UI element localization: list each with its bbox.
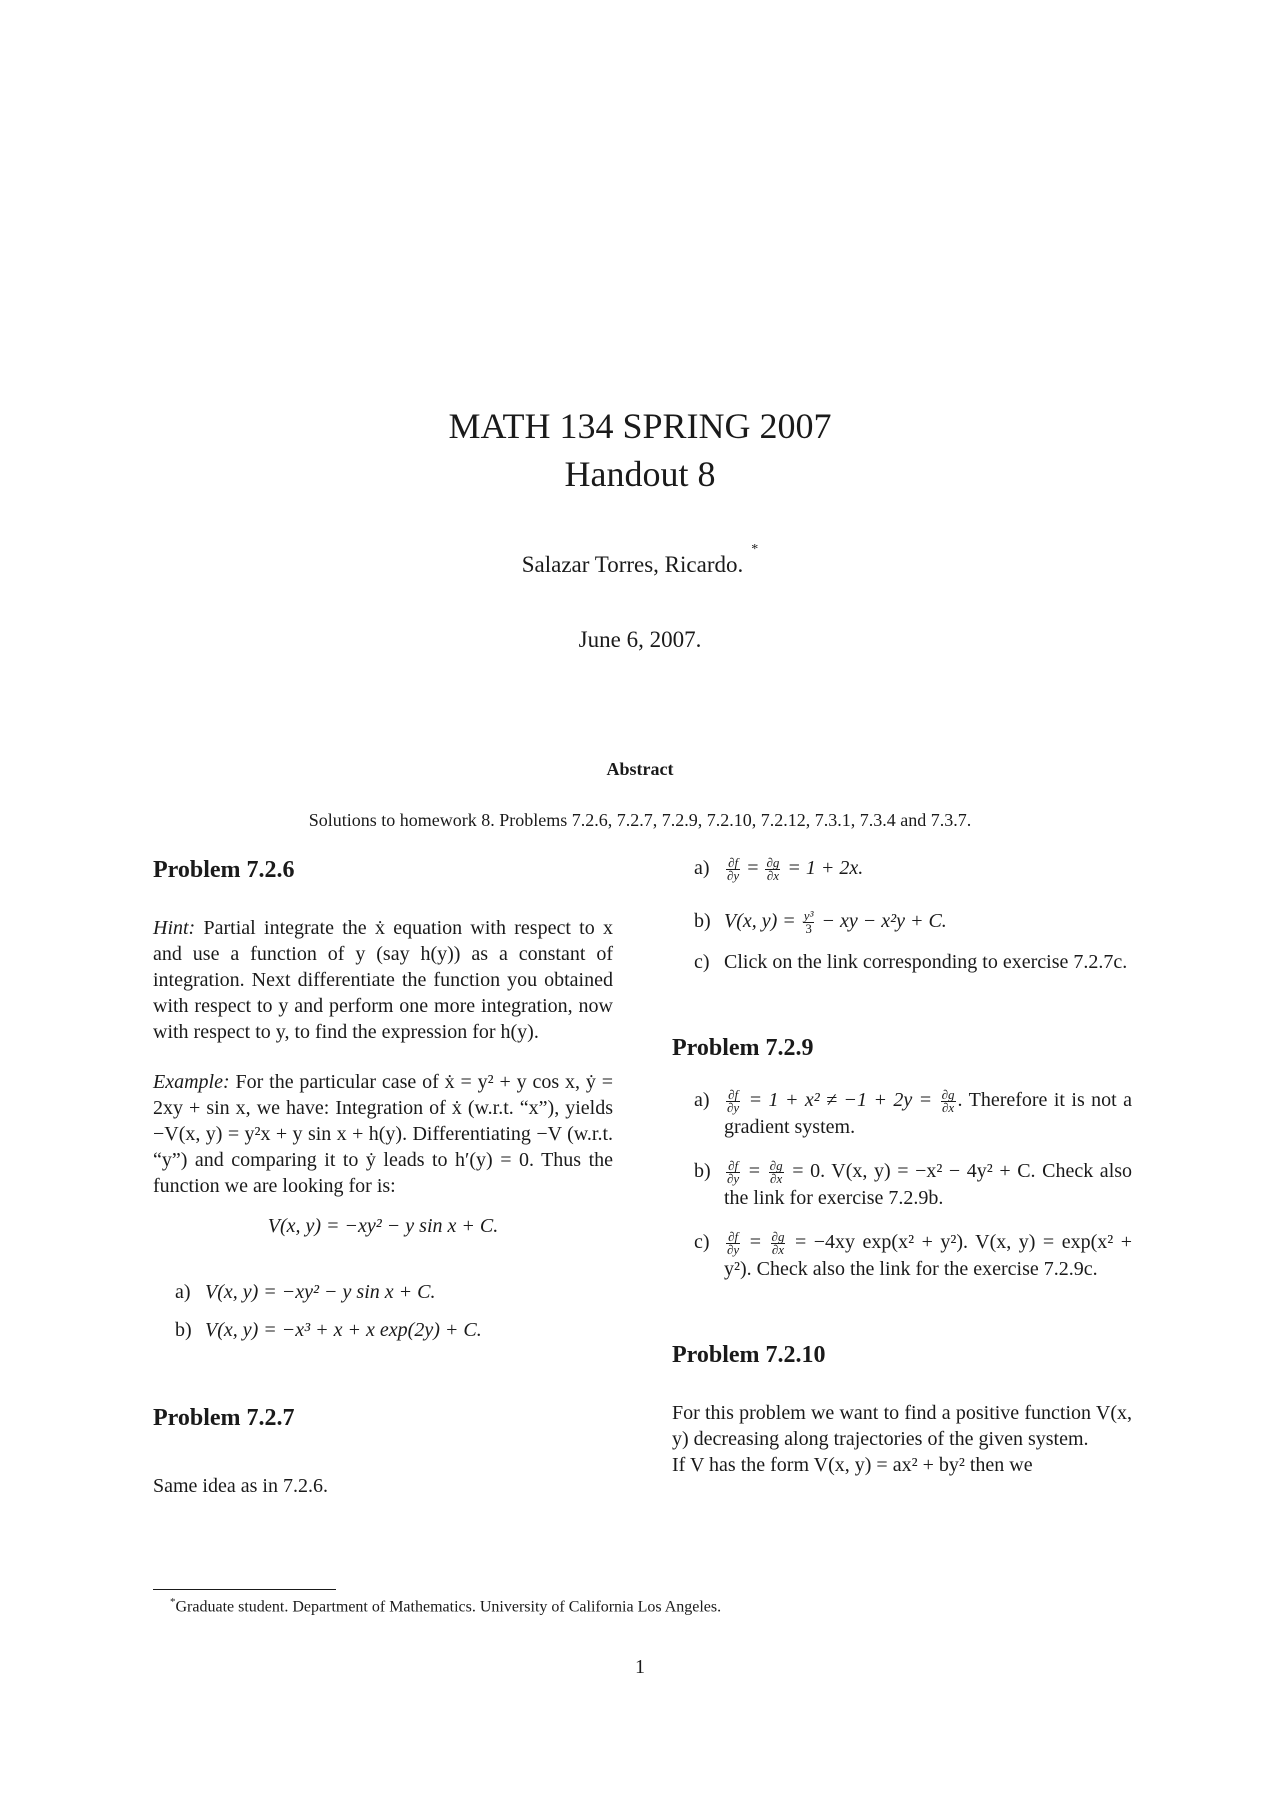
date: June 6, 2007. [578,627,702,652]
page-number: 1 [635,1656,645,1678]
item-label: c) [694,950,710,973]
item-label: b) [694,909,711,932]
fraction: $\frac{\partial f}{\partial y}$ [727,1157,740,1186]
fraction: $\frac{\partial f}{\partial y}$ [727,1086,740,1115]
footnote-text: Graduate student. Department of Mathematics. University of California Los Angeles. [175,1598,722,1616]
author-footnote-mark: * [751,542,759,558]
item-label: a) [175,1281,191,1303]
p729-item-a: a) $\frac{\partial f}{\partial y}$ = 1 + x² ≠ −1 + 2y = $\frac{\partial g}{\partial x}$ . Therefore it is not a gradient system. [694,1086,1132,1138]
problem-7-2-10-heading: Problem 7.2.10 [672,1341,826,1368]
example-paragraph [153,1069,613,1199]
abstract-text: Solutions to homework 8. Problems 7.2.6, 7.2.7, 7.2.9, 7.2.10, 7.2.12, 7.3.1, 7.3.4 and 7.3.7. [308,810,972,830]
p729-item-c: c) $\frac{\partial f}{\partial y}$ = $\frac{\partial g}{\partial x}$ = −4xy exp(x² + y²). V(x, y) = exp(x² + y²). Check also the link for the exercise 7.2.9c. [694,1228,1133,1280]
p727-item-a: a) $\frac{\partial f}{\partial y}$ = $\frac{\partial g}{\partial x}$ = 1 + 2x. [694,854,864,883]
title-line-1: MATH 134 SPRING 2007 [448,406,832,446]
author [0,542,1280,578]
item-label: a) [694,857,710,879]
display-equation: V(x, y) = −xy² − y sin x + C. [267,1215,499,1237]
hint-label: Hint: [153,917,196,939]
footnote-rule [153,1589,336,1590]
example-label: Example: [153,1071,230,1093]
example-text: For the particular case of ẋ = y² + y cos x, ẏ = 2xy + sin x, we have: Integration of ẋ (w.r.t. “x”), yields −V(x, y) = y²x + y sin x + h(y). Differentiating −V (w.r.t. “y”) and comparing it to ẏ leads to h′(y) = 0. Thus the function we are looking for is: [153,1071,614,1197]
p726-item-b [175,1317,613,1343]
p729-item-b: b) $\frac{\partial f}{\partial y}$ = $\frac{\partial g}{\partial x}$ = 0. V(x, y) = −x² − 4y² + C. Check also the link for exercise 7.2.9b. [694,1157,1133,1209]
p727-item-c [694,949,1132,975]
p7210-text-1: For this problem we want to find a positive function V(x, y) decreasing along trajectories of the given system. [672,1401,1132,1450]
title-line-2: Handout 8 [564,454,716,494]
item-label: b) [694,1159,711,1182]
fraction: $\frac{\partial g}{\partial x}$ [941,1086,955,1115]
fraction: $\frac{\partial f}{\partial y}$ [727,1228,740,1257]
problem-7-2-9-heading: Problem 7.2.9 [672,1034,814,1061]
abstract-heading: Abstract [606,759,674,779]
fraction: $\frac{\partial g}{\partial x}$ [766,854,780,883]
problem-7-2-7-heading: Problem 7.2.7 [153,1405,295,1431]
hint-paragraph [153,915,613,1045]
fraction: $\frac{\partial f}{\partial y}$ [727,854,740,883]
left-column [153,855,613,1499]
right-column [672,855,1132,1478]
footnote [170,1596,721,1616]
hint-text: Partial integrate the ẋ equation with respect to x and use a function of y (say h(y)) as a constant of integration. Next differentiate the function you obtained with respect to y and perform one more integration, now with respect to y, to find the expression for h(y). [153,917,614,1043]
author-name: Salazar Torres, Ricardo. [521,552,744,577]
item-text: V(x, y) = −x³ + x + x exp(2y) + C. [205,1319,482,1341]
fraction: $\frac{\partial g}{\partial x}$ [769,1157,783,1186]
problem-7-2-6-heading: Problem 7.2.6 [153,857,295,883]
item-label: a) [694,1088,710,1111]
link-text: Click on the link corresponding to exercise 7.2.7c. [724,950,1128,973]
p7210-text-2: If V has the form V(x, y) = ax² + by² then we [672,1453,1033,1476]
item-text: V(x, y) = −xy² − y sin x + C. [205,1281,436,1303]
item-label: b) [175,1319,192,1341]
paper-title [0,402,1280,498]
p726-item-a [175,1279,613,1305]
p727-text: Same idea as in 7.2.6. [153,1475,328,1497]
p727-item-b: b) V(x, y) = $\frac{\text{y³}}{3}$ − xy − x²y + C. [694,907,947,936]
fraction: $\frac{\text{y³}}{3}$ [803,907,814,936]
footnote-mark: * [170,1596,176,1608]
item-label: c) [694,1230,710,1253]
fraction: $\frac{\partial g}{\partial x}$ [771,1228,785,1257]
